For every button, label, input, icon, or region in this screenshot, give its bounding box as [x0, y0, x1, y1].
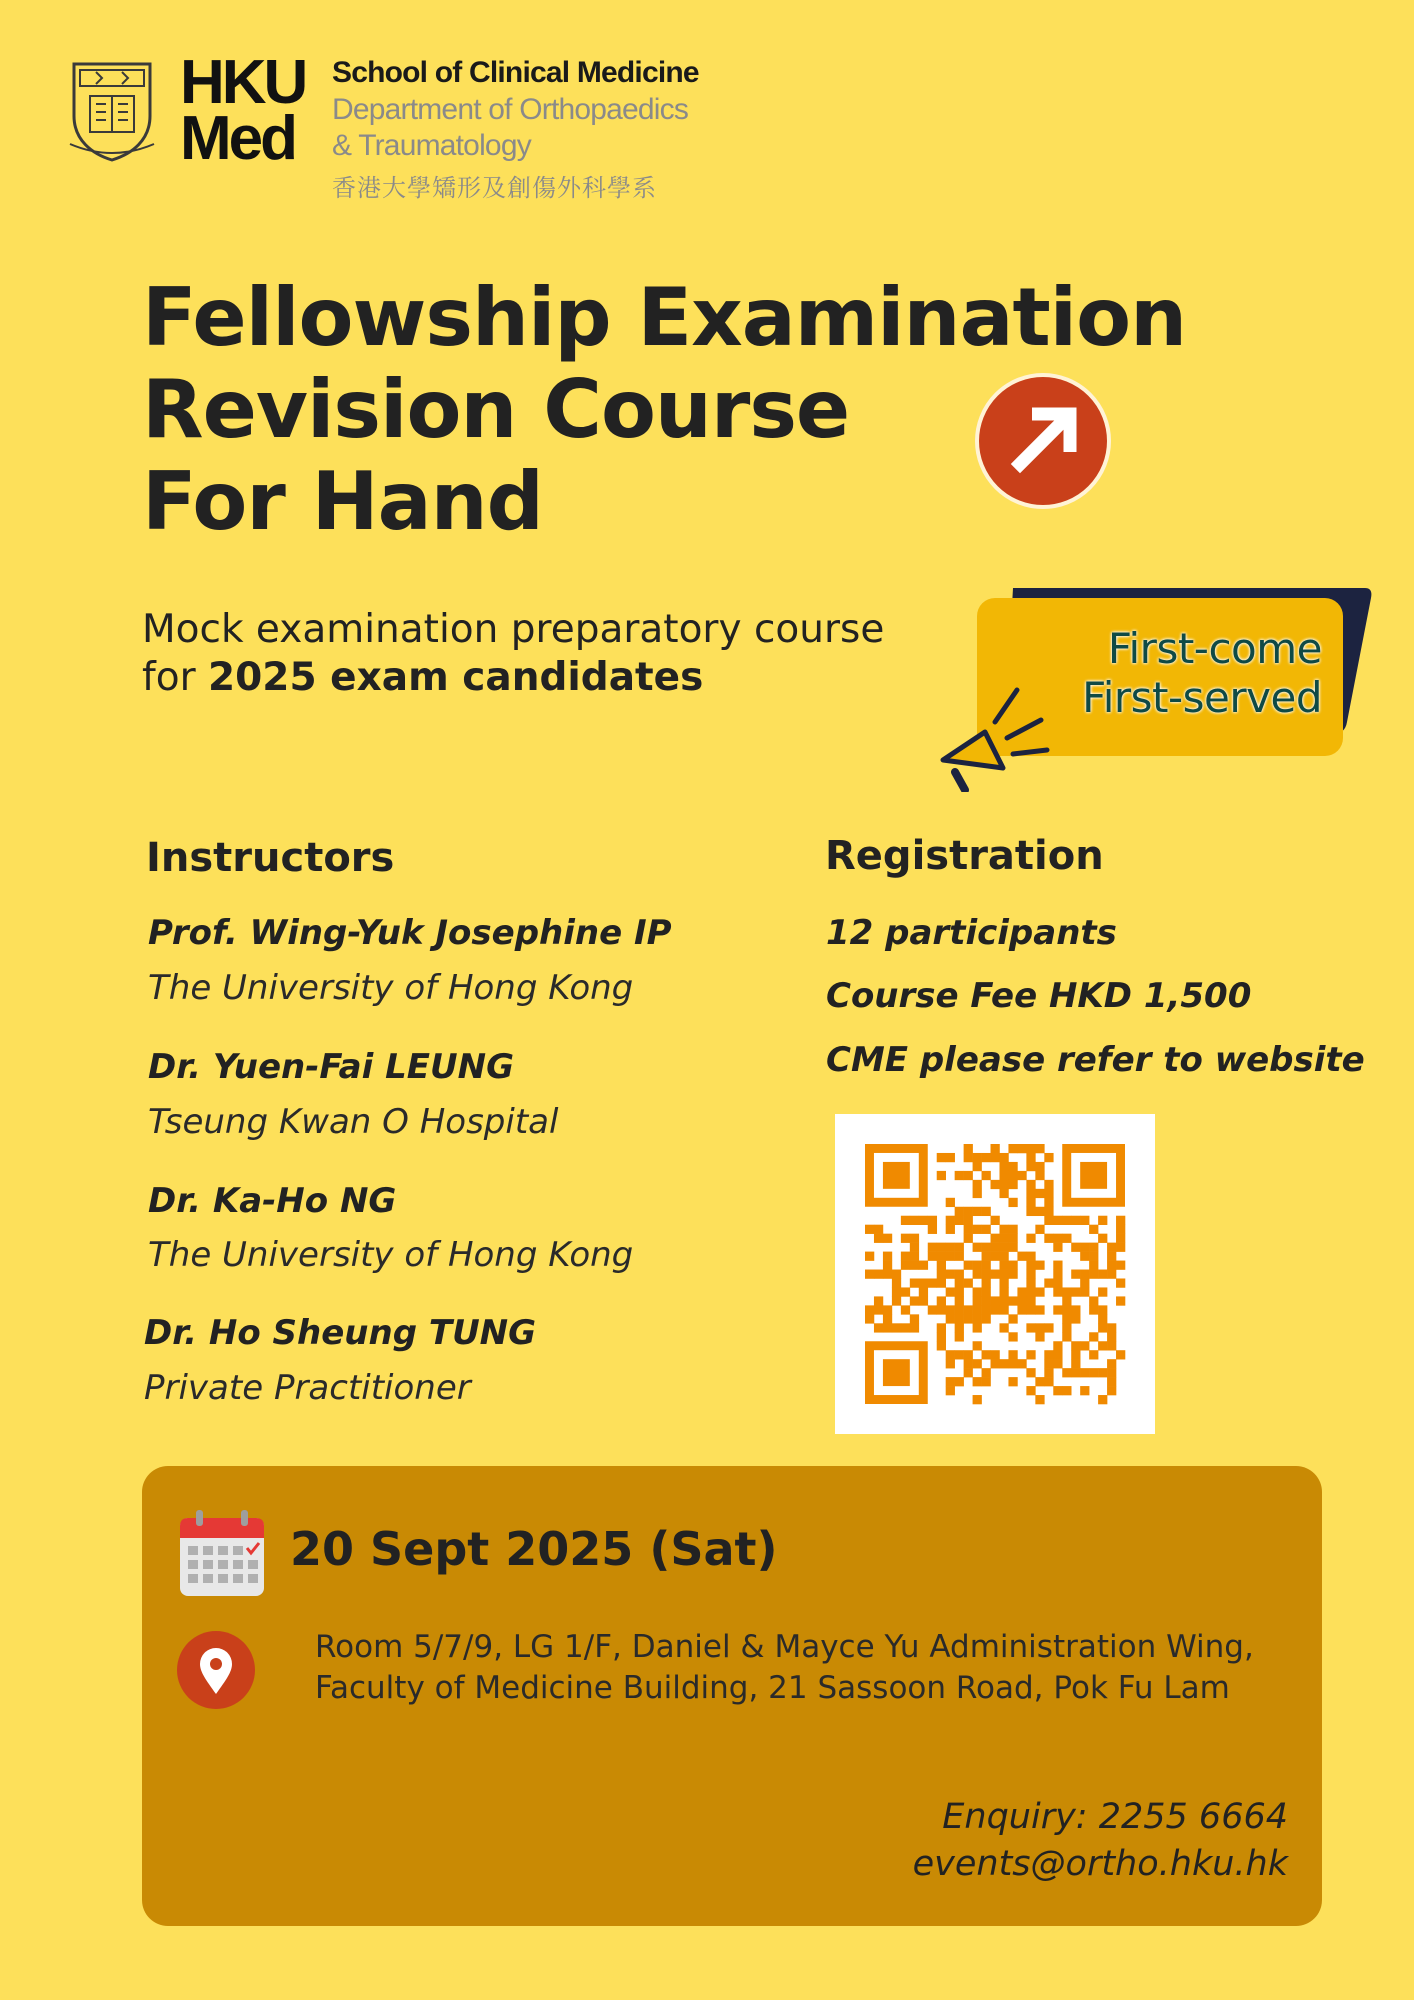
arrow-up-right-icon[interactable] [974, 372, 1112, 510]
instructor-affiliation: The University of Hong Kong [148, 968, 634, 1008]
address-line1: Room 5/7/9, LG 1/F, Daniel & Mayce Yu Administration Wing, [315, 1629, 1254, 1665]
instructors-heading: Instructors [146, 835, 395, 881]
enquiry-email[interactable]: events@ortho.hku.hk [912, 1844, 1288, 1884]
subtitle-candidates: 2025 exam candidates [208, 655, 704, 700]
enquiry-phone[interactable]: Enquiry: 2255 6664 [942, 1797, 1288, 1837]
department-name-line1: Department of Orthopaedics [332, 93, 689, 126]
promo-line2: First-served [1082, 673, 1322, 722]
cme-note: CME please refer to website [826, 1040, 1365, 1080]
instructor-name: Prof. Wing-Yuk Josephine IP [148, 913, 672, 953]
instructor-name: Dr. Yuen-Fai LEUNG [148, 1047, 514, 1087]
department-name-line2: & Traumatology [332, 129, 531, 162]
title-line1: Fellowship Examination [142, 271, 1187, 364]
address-line2: Faculty of Medicine Building, 21 Sassoon Road, Pok Fu Lam [315, 1670, 1230, 1706]
hku-med-logo [180, 48, 306, 173]
location-pin-icon [176, 1630, 256, 1710]
hku-crest-logo [66, 58, 158, 162]
subtitle-line2 [142, 654, 884, 702]
subtitle-line1: Mock examination preparatory course [142, 607, 885, 652]
title-line2: Revision Course [142, 363, 850, 456]
school-name: School of Clinical Medicine [332, 56, 699, 89]
qr-code[interactable] [835, 1114, 1155, 1434]
enquiry-contact [780, 1794, 1288, 1888]
logo-line2: Med [180, 104, 295, 173]
instructor-name: Dr. Ho Sheung TUNG [144, 1313, 537, 1353]
subtitle-prefix: for [142, 655, 209, 700]
subtitle [142, 606, 884, 702]
registration-heading: Registration [825, 833, 1104, 879]
department-name-chinese: 香港大學矯形及創傷外科學系 [332, 174, 657, 202]
promo-text [1040, 624, 1322, 722]
calendar-icon [176, 1508, 268, 1600]
instructor-affiliation: Tseung Kwan O Hospital [148, 1102, 559, 1142]
instructor-affiliation: The University of Hong Kong [148, 1235, 634, 1275]
course-fee: Course Fee HKD 1,500 [826, 976, 1252, 1016]
qr-code-pattern [835, 1114, 1155, 1434]
event-address [315, 1627, 1254, 1709]
participants-count: 12 participants [826, 913, 1117, 953]
event-date: 20 Sept 2025 (Sat) [290, 1522, 778, 1576]
title-line3: For Hand [142, 455, 543, 548]
instructor-affiliation: Private Practitioner [144, 1368, 471, 1408]
logo-line1: HKU [180, 48, 306, 117]
instructor-name: Dr. Ka-Ho NG [148, 1181, 397, 1221]
promo-line1: First-come [1107, 624, 1322, 673]
